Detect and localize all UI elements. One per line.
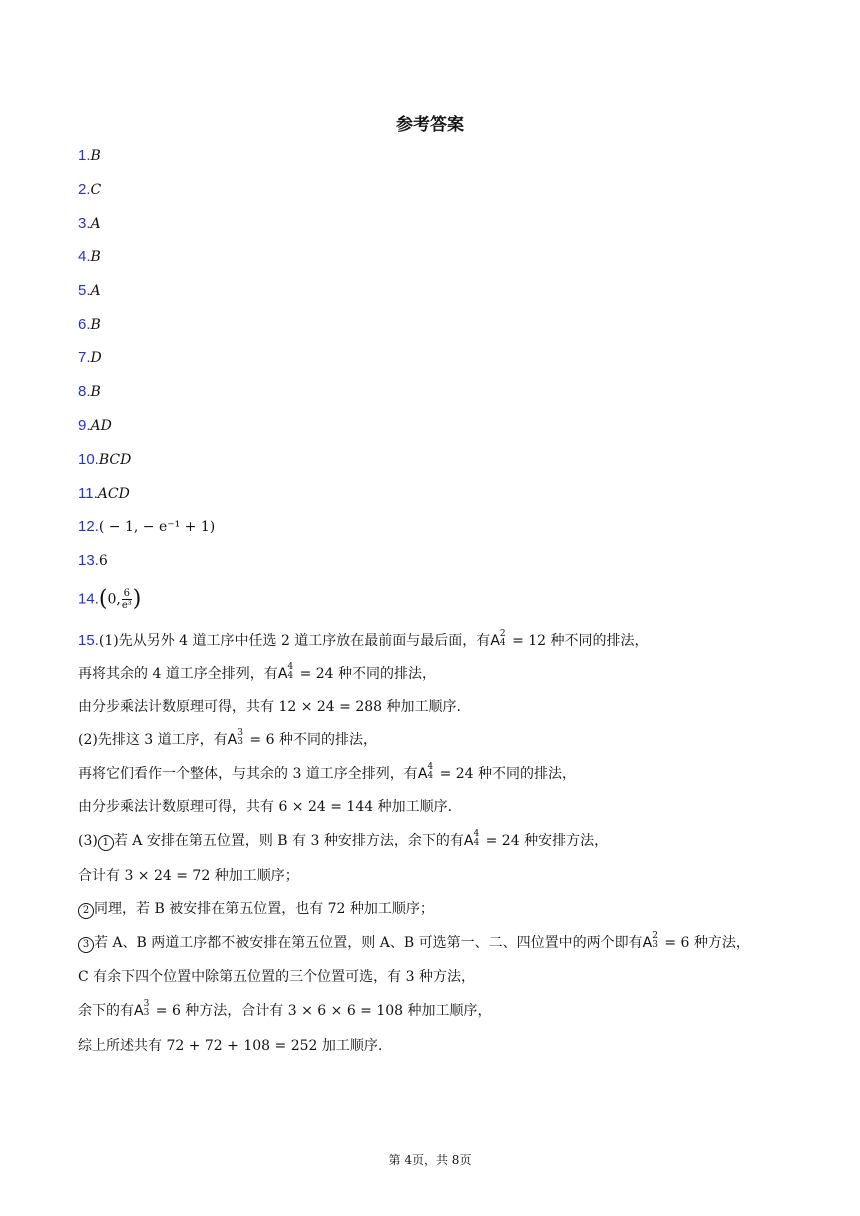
answer-item: 7.D: [78, 349, 102, 366]
q15-line-6: 由分步乘法计数原理可得，共有 6 × 24 = 144 种加工顺序.: [78, 799, 453, 815]
answer-item: 11.ACD: [78, 485, 130, 502]
q15-line-5: 再将它们看作一个整体，与其余的 3 道工序全排列，有A 4 4 = 24 种不同的排法，: [78, 762, 577, 782]
answer-item: 5.A: [78, 282, 101, 299]
q15-line-11: C 有余下四个位置中除第五位置的三个位置可选，有 3 种方法，: [78, 969, 475, 985]
answer-item: 2.C: [78, 181, 102, 198]
q15-line-12: 余下的有A 3 3 = 6 种方法，合计有 3 × 6 × 6 = 108 种加工顺序，: [78, 999, 492, 1019]
answer-item: 12.( − 1, − e⁻¹ + 1): [78, 518, 216, 535]
answer-item: 1.B: [78, 147, 101, 164]
q15-line-2: 再将其余的 4 道工序全排列，有A 4 4 = 24 种不同的排法，: [78, 662, 437, 682]
answer-item: 9.AD: [78, 417, 112, 434]
answer-item: 10.BCD: [78, 451, 132, 468]
q15-line-3: 由分步乘法计数原理可得，共有 12 × 24 = 288 种加工顺序.: [78, 699, 461, 715]
fraction: $\frac{6}{\text{e³}}$: [121, 588, 132, 611]
q15-line-10: 3 若 A、B 两道工序都不被安排在第五位置，则 A、B 可选第一、二、四位置中的两个即有A 2 3 = 6 种方法，: [78, 932, 750, 954]
answer-item: 4.B: [78, 248, 101, 265]
page-footer: 第 4页，共 8页: [388, 1153, 472, 1167]
answer-item: 6.B: [78, 316, 101, 333]
q15-line-4: (2)先排这 3 道工序，有A 3 3 = 6 种不同的排法，: [78, 728, 377, 748]
answer-item: 13.6: [78, 552, 108, 569]
q15-line-8: 合计有 3 × 24 = 72 种加工顺序；: [78, 868, 299, 884]
answer-item: 3.A: [78, 215, 101, 232]
q15-line-9: 2 同理，若 B 被安排在第五位置，也有 72 种加工顺序；: [78, 898, 434, 920]
answer-item: 14.(0, $\frac{6}{\text{e³}}$ ): [78, 586, 142, 612]
q15-line-13: 综上所述共有 72 + 72 + 108 = 252 加工顺序.: [78, 1038, 383, 1054]
answer-item: 8.B: [78, 383, 101, 400]
q15-line-7: (3) 1 若 A 安排在第五位置，则 B 有 3 种安排方法，余下的有A 4 4 = 24 种安排方法，: [78, 829, 609, 849]
q15-line-1: 15.(1)先从另外 4 道工序中任选 2 道工序放在最前面与最后面，有A 2 4 = 12 种不同的排法，: [78, 629, 649, 649]
page-title: 参考答案: [396, 115, 464, 135]
